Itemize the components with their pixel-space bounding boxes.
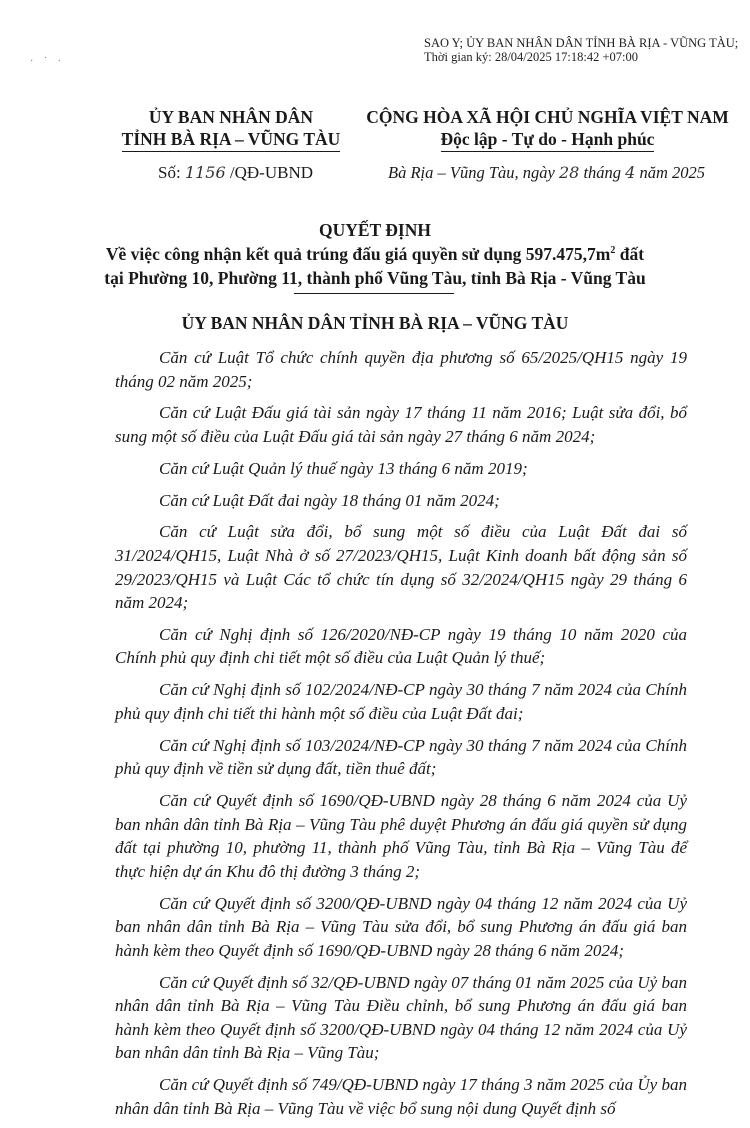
legal-basis-paragraph: Căn cứ Luật Quản lý thuế ngày 13 tháng 6 năm 2019; — [159, 458, 528, 478]
stamp-line-1: SAO Y; ỦY BAN NHÂN DÂN TỈNH BÀ RỊA - VŨNG TÀU; — [424, 36, 739, 50]
issuer-line-1: ỦY BAN NHÂN DÂN — [148, 107, 314, 127]
scan-specks: · ˙ · — [30, 56, 65, 67]
legal-basis-paragraph: Căn cứ Luật Đất đai ngày 18 tháng 01 năm 2024; — [159, 490, 500, 510]
legal-basis-paragraph: Căn cứ Quyết định số 3200/QĐ-UBND ngày 04 tháng 12 năm 2024 của Uỷ ban nhân dân tỉnh Bà Rịa – Vũng Tàu sửa đổi, bổ sung Phương án đấu giá ban hành kèm theo Quyết định số 1690/QĐ-UBND ngày 28 tháng 6 năm 2024; — [115, 893, 687, 960]
date-prefix: Bà Rịa – Vũng Tàu, ngày — [388, 163, 559, 182]
doc-number-prefix: Số: — [158, 163, 185, 182]
authority-heading: ỦY BAN NHÂN DÂN TỈNH BÀ RỊA – VŨNG TÀU — [181, 313, 569, 333]
title-divider — [294, 293, 454, 294]
legal-basis-paragraph: Căn cứ Nghị định số 102/2024/NĐ-CP ngày 30 tháng 7 năm 2024 của Chính phủ quy định chi tiết thi hành một số điều của Luật Đất đai; — [115, 680, 687, 723]
subject-line-1-end: đất — [615, 244, 645, 264]
digital-signature-stamp — [424, 36, 744, 64]
stamp-line-2: Thời gian ký: 28/04/2025 17:18:42 +07:00 — [424, 50, 639, 64]
legal-basis-paragraph: Căn cứ Luật Đấu giá tài sản ngày 17 tháng 11 năm 2016; Luật sửa đổi, bổ sung một số điều của Luật Đấu giá tài sản ngày 27 tháng 6 năm 2024; — [115, 403, 687, 446]
date-month-label: tháng — [579, 163, 626, 182]
legal-basis-paragraph: Căn cứ Luật Tổ chức chính quyền địa phương số 65/2025/QH15 ngày 19 tháng 02 năm 2025; — [115, 348, 687, 391]
date-year: năm 2025 — [635, 163, 706, 182]
motto: Độc lập - Tự do - Hạnh phúc — [441, 128, 655, 152]
country-name: CỘNG HÒA XÃ HỘI CHỦ NGHĨA VIỆT NAM — [366, 107, 729, 127]
national-motto-header — [355, 106, 740, 152]
issuer-line-2: TỈNH BÀ RỊA – VŨNG TÀU — [122, 128, 341, 152]
date-day-handwritten: 28 — [558, 163, 580, 182]
doc-number-suffix: /QĐ-UBND — [225, 163, 314, 182]
issuing-authority-header — [96, 106, 366, 152]
legal-basis-paragraph: Căn cứ Luật sửa đổi, bổ sung một số điều của Luật Đất đai số 31/2024/QH15, Luật Nhà ở số 27/2023/QH15, Luật Kinh doanh bất động sản số 29/2023/QH15 và Luật Các tổ chức tín dụng số 32/2024/QH15 ngày 29 tháng 6 năm 2024; — [115, 522, 687, 613]
date-month-handwritten: 4 — [625, 163, 636, 182]
document-number — [158, 163, 313, 183]
legal-basis-paragraph: Căn cứ Quyết định số 749/QĐ-UBND ngày 17 tháng 3 năm 2025 của Ủy ban nhân dân tỉnh Bà Rịa – Vũng Tàu về việc bổ sung nội dung Quyết định số — [115, 1075, 687, 1118]
doc-number-handwritten: 1156 — [184, 163, 226, 182]
legal-basis-paragraph: Căn cứ Quyết định số 32/QĐ-UBND ngày 07 tháng 01 năm 2025 của Uỷ ban nhân dân tỉnh Bà Rịa – Vũng Tàu Điều chỉnh, bổ sung Phương án đấu giá ban hành kèm theo Quyết định số 3200/QĐ-UBND ngày 04 tháng 12 năm 2024 của Uỷ ban nhân dân tỉnh Bà Rịa – Vũng Tàu; — [115, 972, 687, 1063]
issue-date — [388, 163, 705, 183]
legal-basis-paragraph: Căn cứ Nghị định số 103/2024/NĐ-CP ngày 30 tháng 7 năm 2024 của Chính phủ quy định về tiền sử dụng đất, tiền thuê đất; — [115, 735, 687, 779]
subject-line-2: tại Phường 10, Phường 11, thành phố Vũng Tàu, tỉnh Bà Rịa - Vũng Tàu — [104, 268, 646, 288]
legal-basis-paragraph: Căn cứ Nghị định số 126/2020/NĐ-CP ngày 19 tháng 10 năm 2020 của Chính phủ quy định chi tiết một số điều của Luật Quản lý thuế; — [115, 624, 687, 668]
legal-basis-section — [115, 346, 687, 1128]
legal-basis-paragraph: Căn cứ Quyết định số 1690/QĐ-UBND ngày 28 tháng 6 năm 2024 của Uỷ ban nhân dân tỉnh Bà Rịa – Vũng Tàu phê duyệt Phương án đấu giá quyền sử dụng đất tại phường 10, phường 11, thành phố Vũng Tàu, tỉnh Bà Rịa – Vũng Tàu để thực hiện dự án Khu đô thị đường 3 tháng 2; — [115, 791, 687, 881]
area-unit-superscript: 2 — [610, 245, 616, 257]
document-type-heading: QUYẾT ĐỊNH — [319, 220, 431, 240]
subject-line-1-text: Về việc công nhận kết quả trúng đấu giá quyền sử dụng 597.475,7m — [105, 244, 611, 264]
subject-line-1 — [0, 244, 750, 265]
